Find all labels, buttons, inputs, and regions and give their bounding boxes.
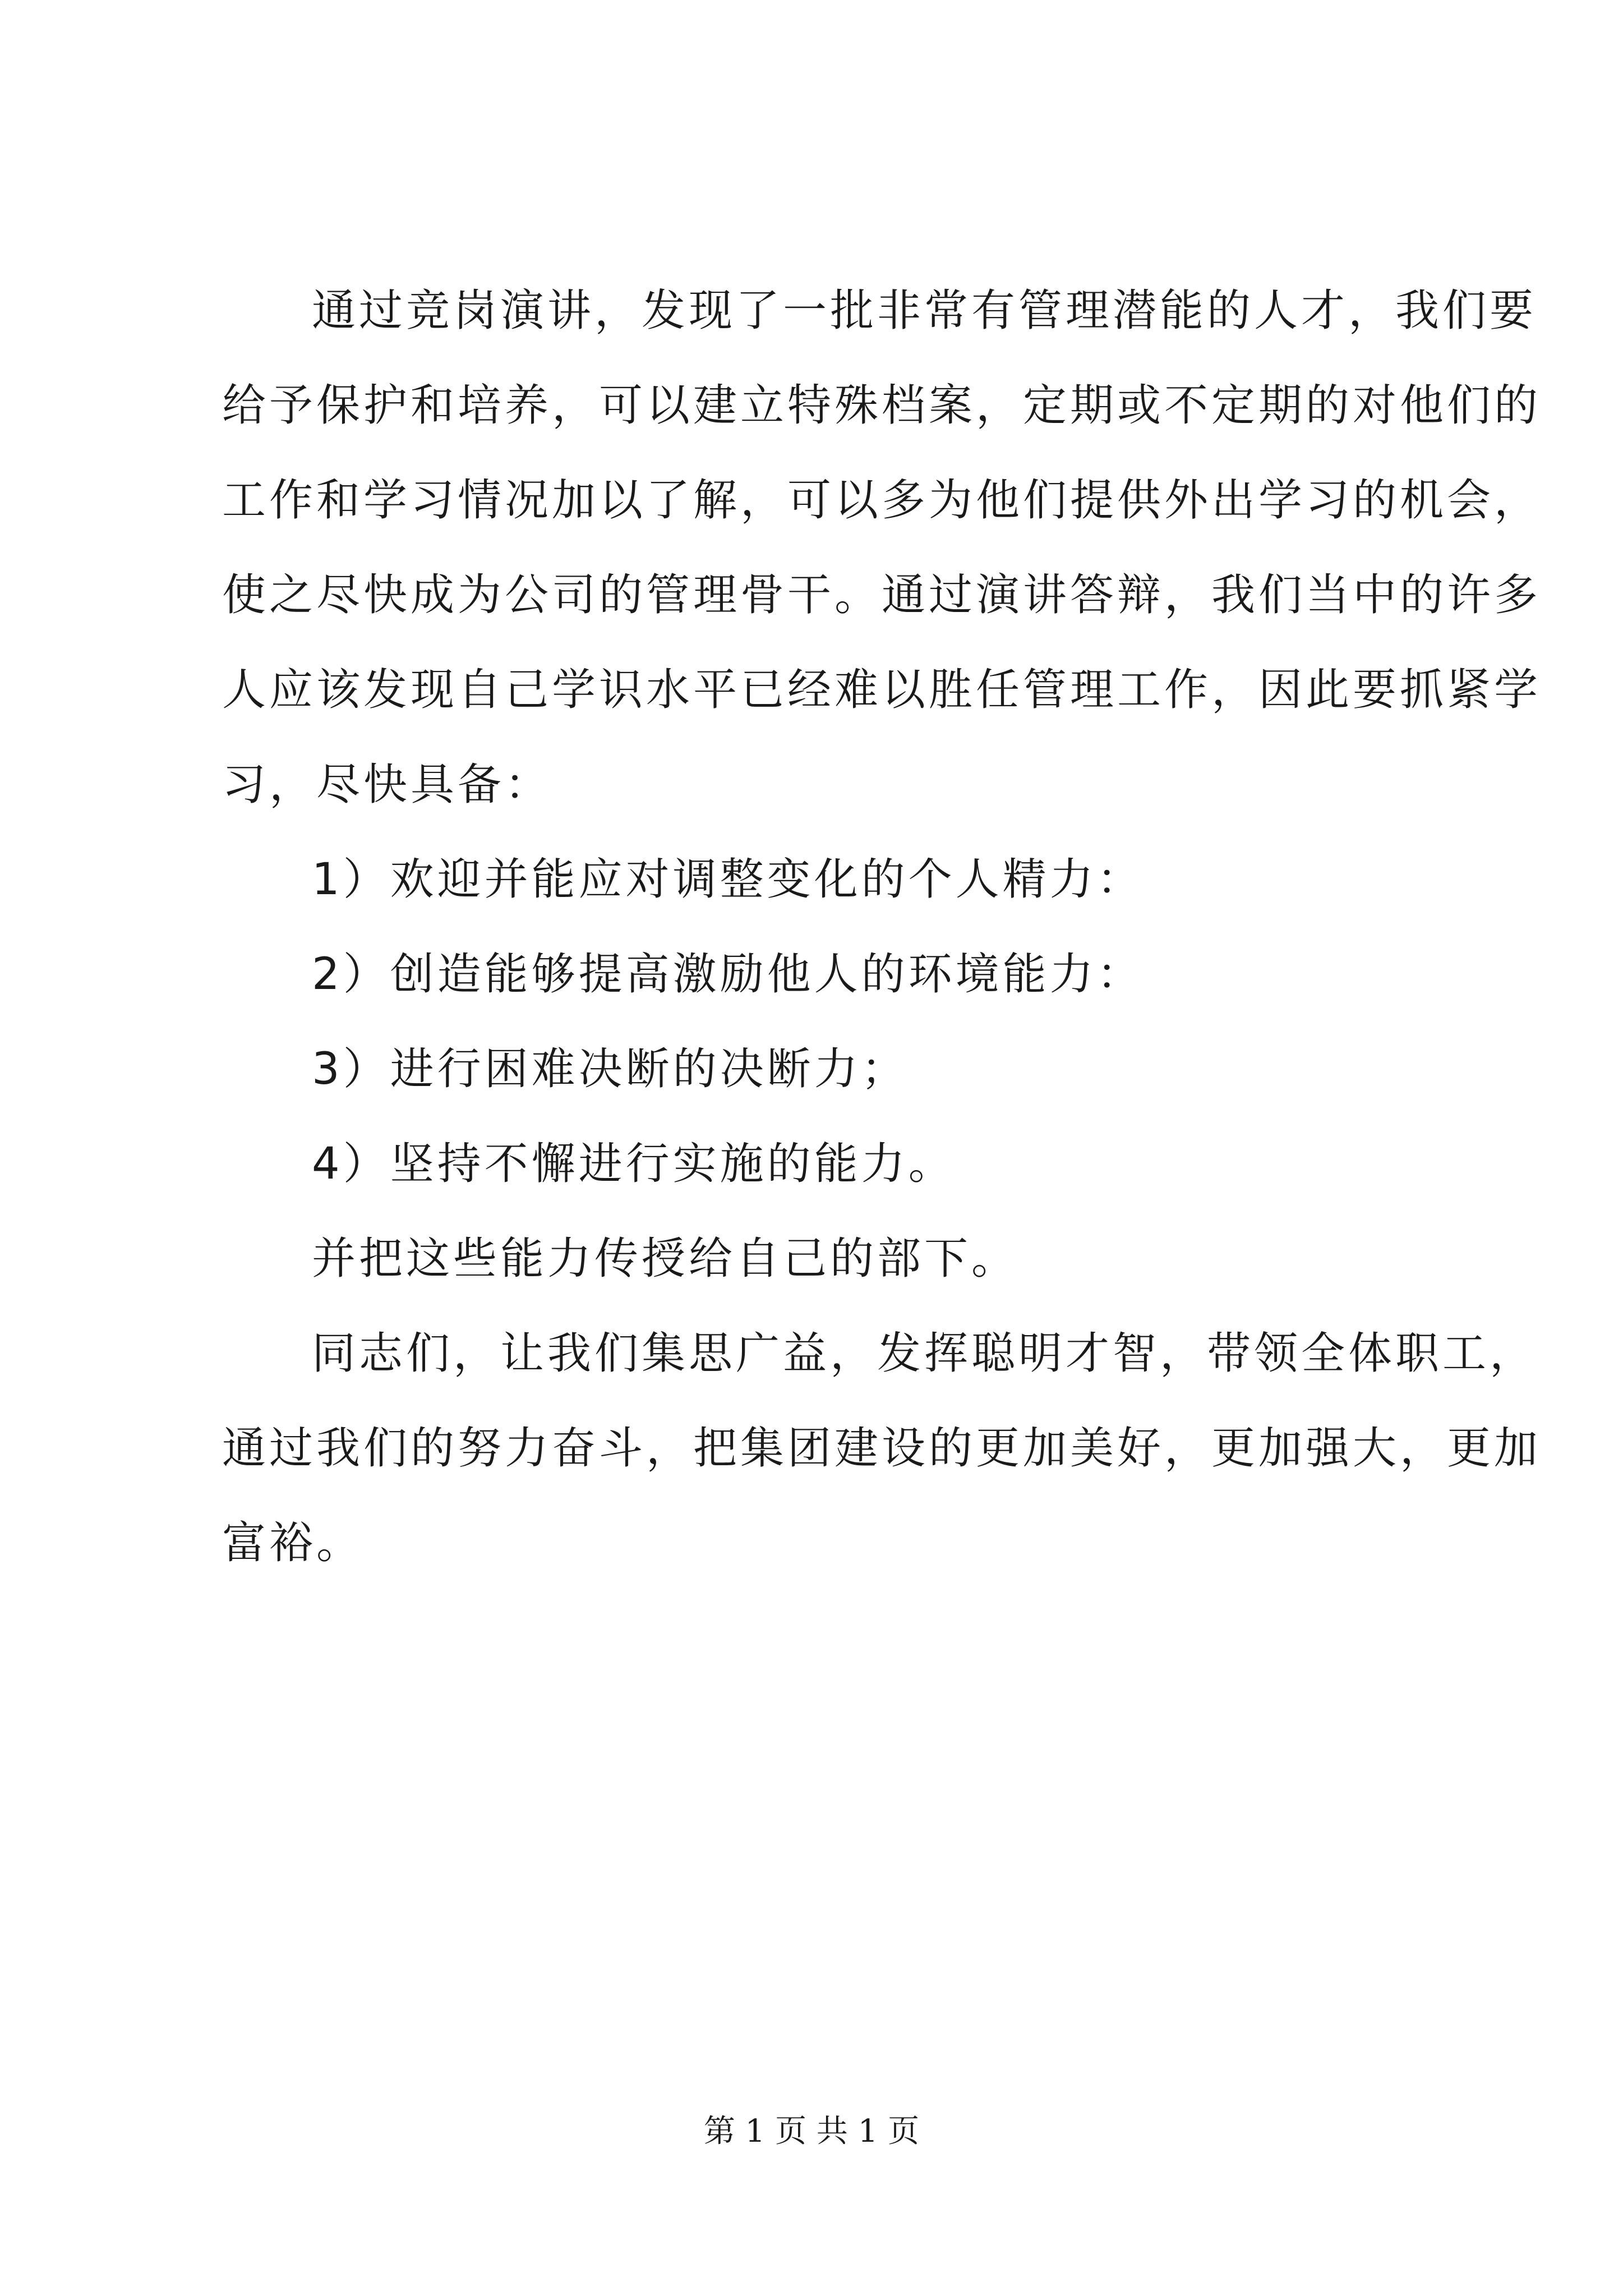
paragraph-1-line-5: 人应该发现自己学识水平已经难以胜任管理工作，因此要抓紧学: [222, 665, 1542, 715]
document-body: [222, 264, 1542, 1591]
paragraph-1-line-2: 给予保护和培养，可以建立特殊档案，定期或不定期的对他们的: [222, 380, 1542, 431]
paragraph-3-line-2: 通过我们的努力奋斗，把集团建设的更加美好，更加强大，更加: [222, 1423, 1542, 1474]
paragraph-3-line-1: 同志们，让我们集思广益，发挥聪明才智，带领全体职工，: [312, 1328, 1537, 1379]
paragraph-1-line-4: 使之尽快成为公司的管理骨干。通过演讲答辩，我们当中的许多: [222, 570, 1542, 620]
paragraph-1-line-3: 工作和学习情况加以了解，可以多为他们提供外出学习的机会，: [222, 475, 1542, 526]
page-footer: 第 1 页 共 1 页: [703, 2113, 920, 2150]
paragraph-2: 并把这些能力传授给自己的部下。: [312, 1234, 1019, 1284]
list-item-2: 2）创造能够提高激励他人的环境能力：: [312, 949, 1144, 1000]
paragraph-1-line-6: 习，尽快具备：: [222, 760, 552, 810]
paragraph-1-line-1: 通过竞岗演讲，发现了一批非常有管理潜能的人才，我们要: [312, 286, 1537, 336]
list-item-4: 4）坚持不懈进行实施的能力。: [312, 1139, 956, 1189]
paragraph-3-line-3: 富裕。: [222, 1518, 364, 1568]
list-item-3: 3）进行困难决断的决断力；: [312, 1044, 909, 1094]
list-item-1: 1）欢迎并能应对调整变化的个人精力：: [312, 854, 1144, 905]
